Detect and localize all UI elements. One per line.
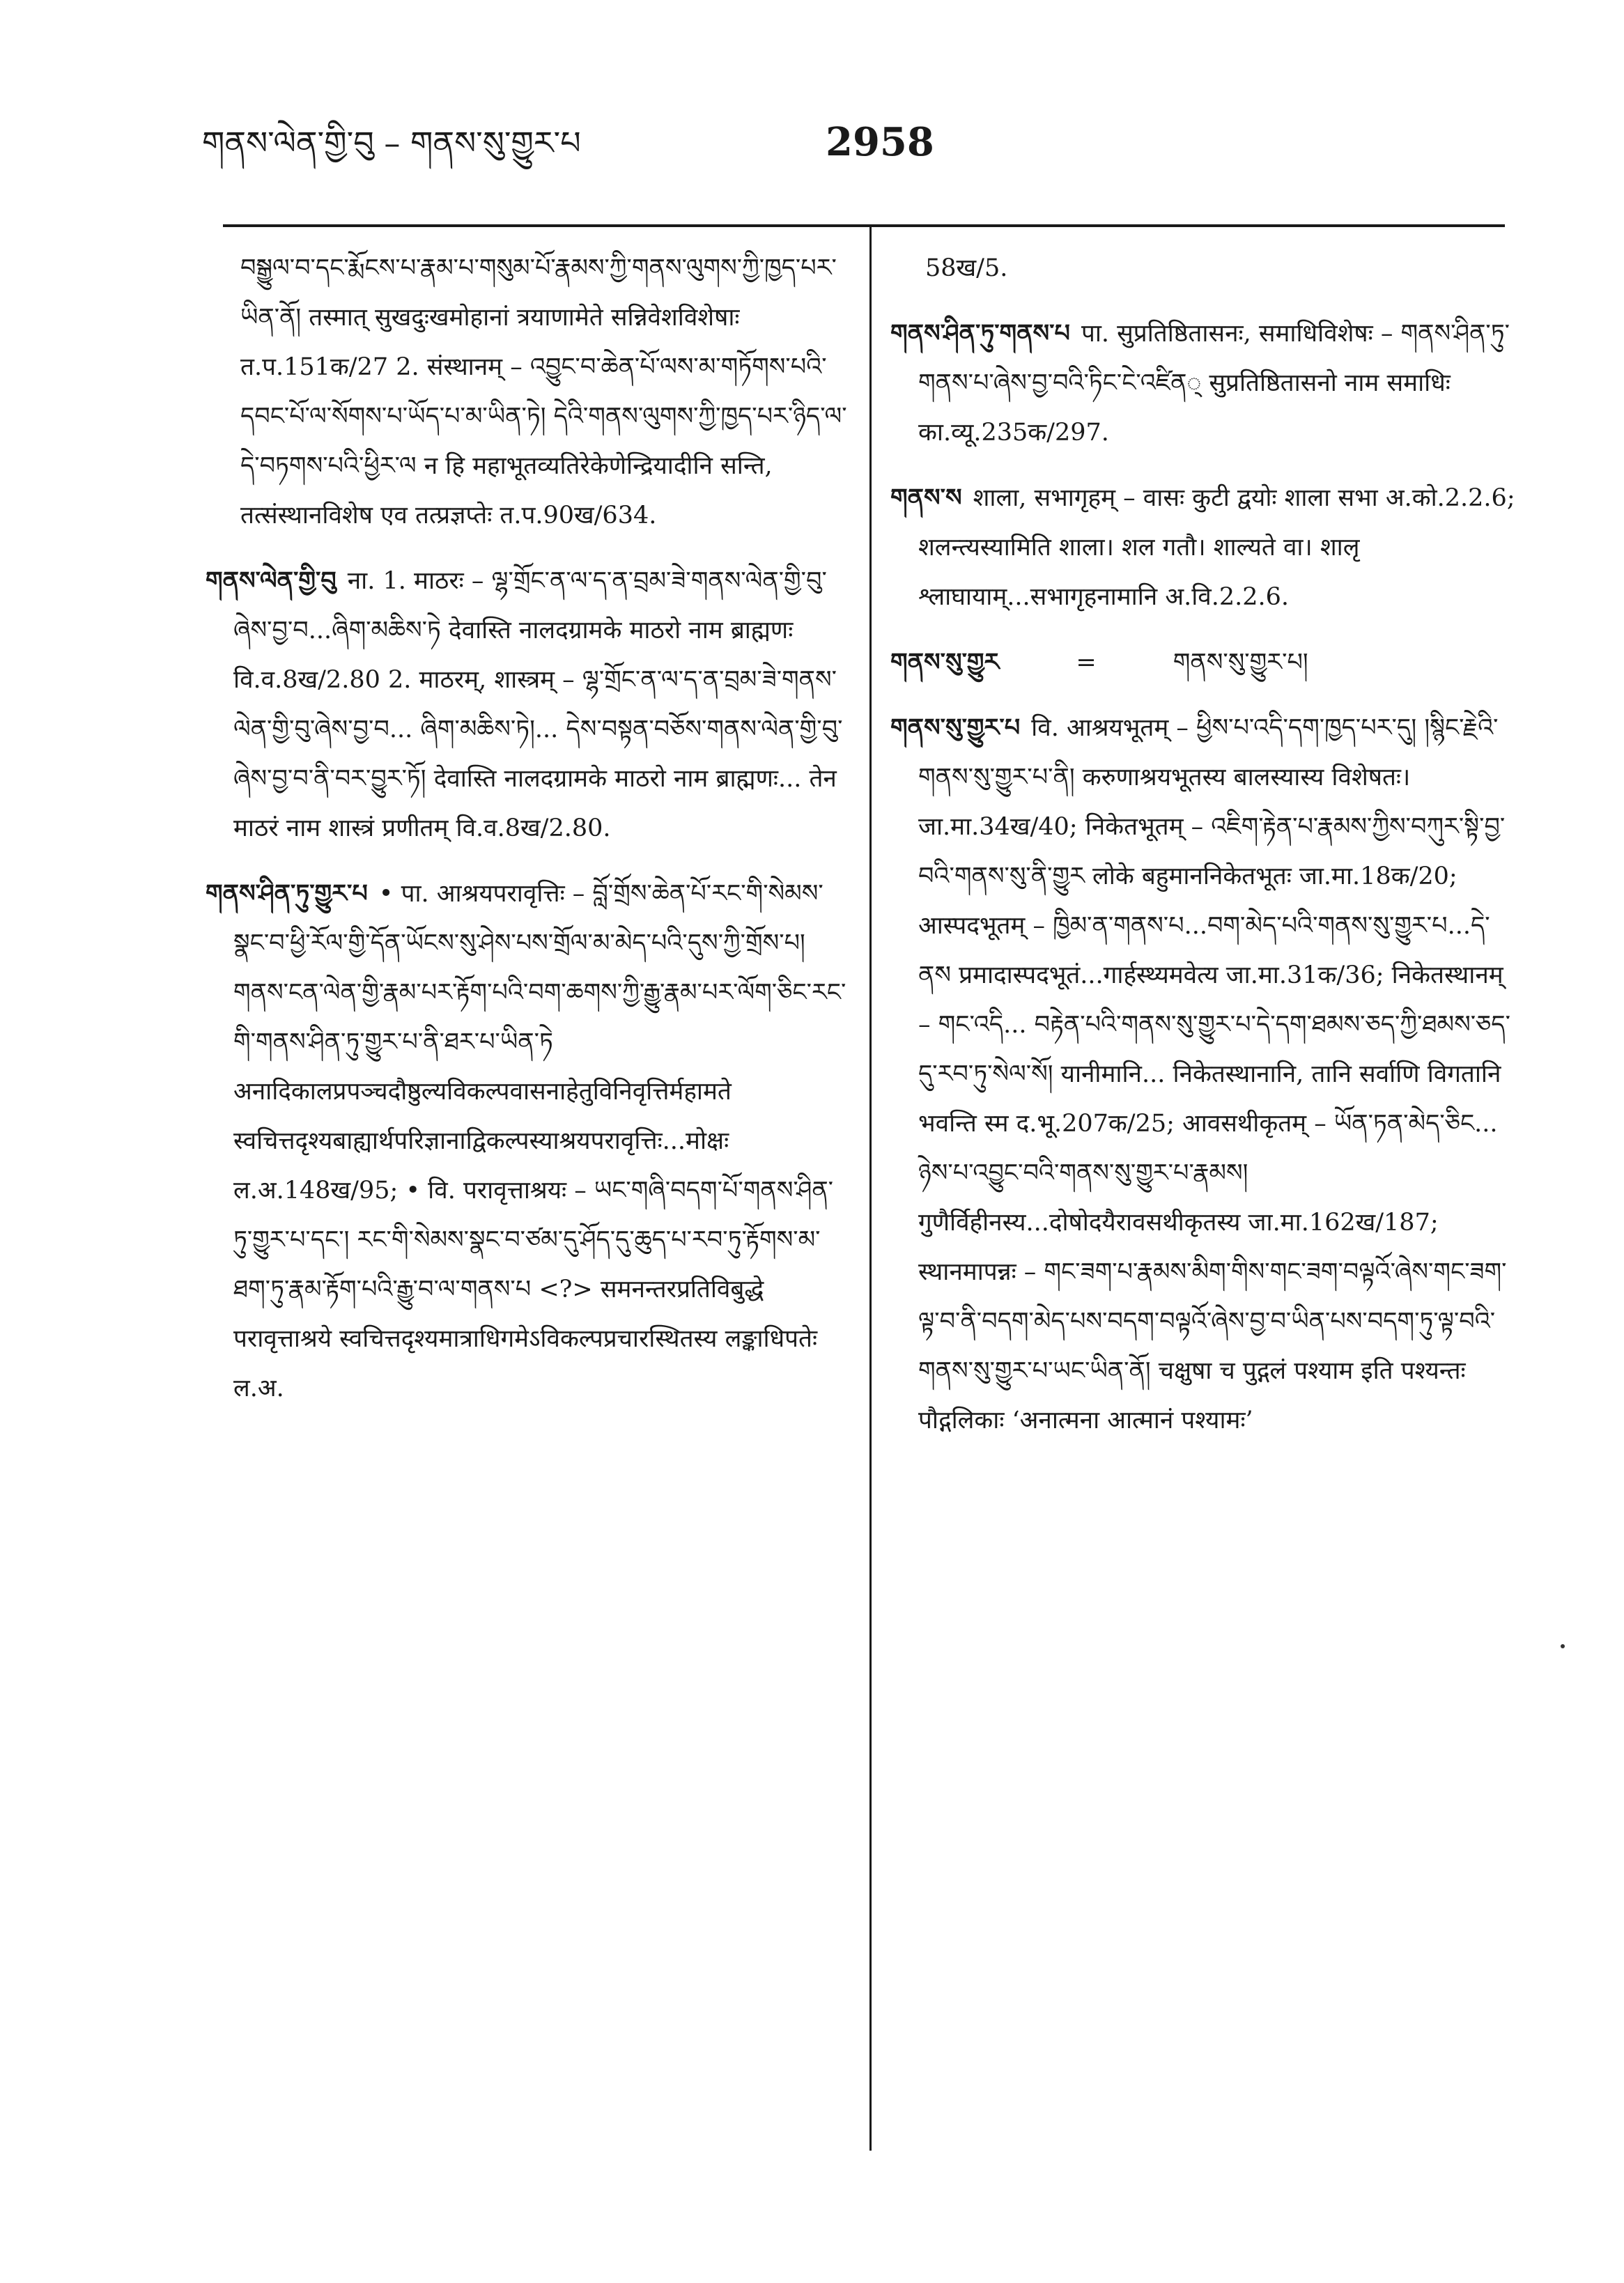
entry-headword: གནས་ལེན་གྱི་བུ [206, 566, 337, 595]
right-column [890, 244, 1521, 2153]
running-head-first-entry: གནས་ལེན་གྱི་བུ [202, 124, 374, 162]
entry-definition: • पा. आश्रयपरावृत्तिः – བློ་གྲོས་ཆེན་པོ་རང་གི་སེམས་སྣང་བ་ཕྱི་རོལ་གྱི་དོན་ཡོངས་སུ་ཤེས་པས་གྲོལ་མ་མེད་པའི་དུས་ཀྱི་གྲོས་པ། གནས་ངན་ལེན་གྱི་རྣམ་པར་རྟོག་པའི་བག་ཆགས་ཀྱི་རྒྱུ་རྣམ་པར་ལོག་ཅིང་རང་གི་གནས་ཤིན་ཏུ་གྱུར་པ་ནི་ཐར་པ་ཡིན་ཏེ अनादिकालप्रपञ्चदौष्ठुल्यविकल्पवासनाहेतुविनिवृत्तिर्महामते स्वचित्तदृश्यबाह्यार्थपरिज्ञानाद्विकल्पस्याश्रयपरावृत्तिः...मोक्षः ल.अ.148ख/95; • वि. परावृत्ताश्रयः – ཡང་གཞི་བདག་པོ་གནས་ཤིན་ཏུ་གྱུར་པ་དང་། རང་གི་སེམས་སྣང་བ་ཙམ་དུ་ཤོད་དུ་ཆུད་པ་རབ་ཏུ་རྟོགས་མ་ཐག་ཏུ་རྣམ་རྟོག་པའི་རྒྱུ་བ་ལ་གནས་པ <?> समनन्तरप्रतिविबुद्धे परावृत्ताश्रये स्वचित्तदृश्यमात्राधिगमेऽविकल्पप्रचारस्थितस्य लङ्काधिपतेः ल.अ. [233, 880, 846, 1402]
equals-sign: = [1076, 649, 1097, 676]
cross-reference-target: གནས་སུ་གྱུར་པ། [1173, 649, 1308, 676]
column-divider [869, 224, 872, 2151]
entry-definition: ना. 1. माठरः – ལྷ་གྲོང་ན་ལ་ད་ན་བྲམ་ཟེ་གནས་ལེན་གྱི་བུ་ཞེས་བྱ་བ...ཞིག་མཆིས་ཏེ देवास्ति नालदग्रामके माठरो नाम ब्राह्मणः वि.व.8ख/2.80 2. माठरम्, शास्त्रम् – ལྷ་གྲོང་ན་ལ་ད་ན་བྲམ་ཟེ་གནས་ལེན་གྱི་བུ་ཞེས་བྱ་བ... ཞིག་མཆིས་ཏེ།... དེས་བསྟན་བཅོས་གནས་ལེན་གྱི་བུ་ཞེས་བྱ་བ་ནི་བར་བྱུར་ཏོ། देवास्ति नालदग्रामके माठरो नाम ब्राह्मणः... तेन माठरं नाम शास्त्रं प्रणीतम् वि.व.8ख/2.80. [233, 567, 843, 842]
entry-headword: གནས་ཤིན་ཏུ་གནས་པ [890, 319, 1070, 348]
dictionary-entry [206, 556, 850, 853]
entry-headword: གནས་སུ་གྱུར་པ [890, 713, 1021, 742]
running-head-last-entry: གནས་སུ་གྱུར་པ [410, 124, 581, 162]
dictionary-entry [890, 473, 1521, 622]
dictionary-entry [890, 309, 1521, 458]
continuation-text: བསྒྱུལ་བ་དང་རྨོངས་པ་རྣམ་པ་གསུམ་པོ་རྣམས་ཀྱི་གནས་ལུགས་ཀྱི་ཁྱད་པར་ཡིན་ནོ། तस्मात् सुखदुःखमोहानां त्रयाणामेते सन्निवेशविशेषाः त.प.151क/27 2. संस्थानम् – འབྱུང་བ་ཆེན་པོ་ལས་མ་གཏོགས་པའི་དབང་པོ་ལ་སོགས་པ་ཡོད་པ་མ་ཡིན་ཏེ། དེའི་གནས་ལུགས་ཀྱི་ཁྱད་པར་ཉིད་ལ་དེ་བཏགས་པའི་ཕྱིར་ལ न हि महाभूतव्यतिरेकेणेन्द्रियादीनि सन्ति, तत्संस्थानविशेष एव तत्प्रज्ञप्तेः त.प.90ख/634. [240, 254, 847, 529]
continuation-text: 58ख/5. [925, 254, 1008, 282]
margin-speck [1561, 1644, 1565, 1648]
entry-headword: གནས་ས [890, 483, 962, 512]
dictionary-entry [890, 703, 1521, 1446]
entry-definition: पा. सुप्रतिष्ठितासनः, समाधिविशेषः – གནས་ཤིན་ཏུ་གནས་པ་ཞེས་བྱ་བའི་ཏིང་ངེ་འཛིན् सुप्रतिष्ठितासनो नाम समाधिः का.व्यू.235क/297. [918, 320, 1510, 447]
left-column [206, 244, 850, 2153]
running-head-separator: – [384, 124, 401, 162]
header-rule [223, 224, 1505, 227]
page-number: 2958 [826, 119, 934, 165]
entry-definition: वि. आश्रयभूतम् – ཕྱིས་པ་འདི་དག་ཁྱད་པར་དུ། །སྙིང་རྗེའི་གནས་སུ་གྱུར་པ་ནི། करुणाश्रयभूतस्य बालस्यास्य विशेषतः। जा.मा.34ख/40; निकेतभूतम् – འཇིག་རྟེན་པ་རྣམས་ཀྱིས་བཀུར་སྟི་བྱ་བའི་གནས་སུ་ནི་གྱུར लोके बहुमाननिकेतभूतः जा.मा.18क/20; आस्पदभूतम् – ཁྱིམ་ན་གནས་པ...བག་མེད་པའི་གནས་སུ་གྱུར་པ...དེ་ནས प्रमादास्पदभूतं...गार्हस्थ्यमवेत्य जा.मा.31क/36; निकेतस्थानम् – གང་འདི... བརྟེན་པའི་གནས་སུ་གྱུར་པ་དེ་དག་ཐམས་ཅད་ཀྱི་ཐམས་ཅད་དུ་རབ་ཏུ་སེལ་སོ། यानीमानि... निकेतस्थानानि, तानि सर्वाणि विगतानि भवन्ति स्म द.भू.207क/25; आवसथीकृतम् – ཡོན་ཏན་མེད་ཅིང... ཉེས་པ་འབྱུང་བའི་གནས་སུ་གྱུར་པ་རྣམས། गुणैर्विहीनस्य...दोषोदयैरावसथीकृतस्य जा.मा.162ख/187; स्थानमापन्नः – གང་ཟག་པ་རྣམས་མིག་གིས་གང་ཟག་བལྟའོ་ཞེས་གང་ཟག་ལྟ་བ་ནི་བདག་མེད་པས་བདག་བལྟའོ་ཞེས་བྱ་བ་ཡིན་པས་བདག་ཏུ་ལྟ་བའི་གནས་སུ་གྱུར་པ་ཡང་ཡིན་ནོ། चक्षुषा च पुद्गलं पश्याम इति पश्यन्तः पौद्गलिकाः ‘अनात्मना आत्मानं पश्यामः’ [918, 714, 1510, 1434]
running-head [202, 122, 581, 164]
cross-reference-entry [890, 637, 1521, 688]
entry-definition: शाला, सभागृहम् – वासः कुटी द्वयोः शाला सभा अ.को.2.2.6; शलन्त्यस्यामिति शाला। शल गतौ। शाल्यते वा। शालृ श्लाघायाम्...सभागृहनामानि अ.वि.2.2.6. [918, 484, 1515, 611]
entry-headword: གནས་སུ་གྱུར [890, 648, 1000, 676]
dictionary-entry [206, 869, 850, 1414]
entry-headword: གནས་ཤིན་ཏུ་གྱུར་པ [206, 879, 368, 908]
